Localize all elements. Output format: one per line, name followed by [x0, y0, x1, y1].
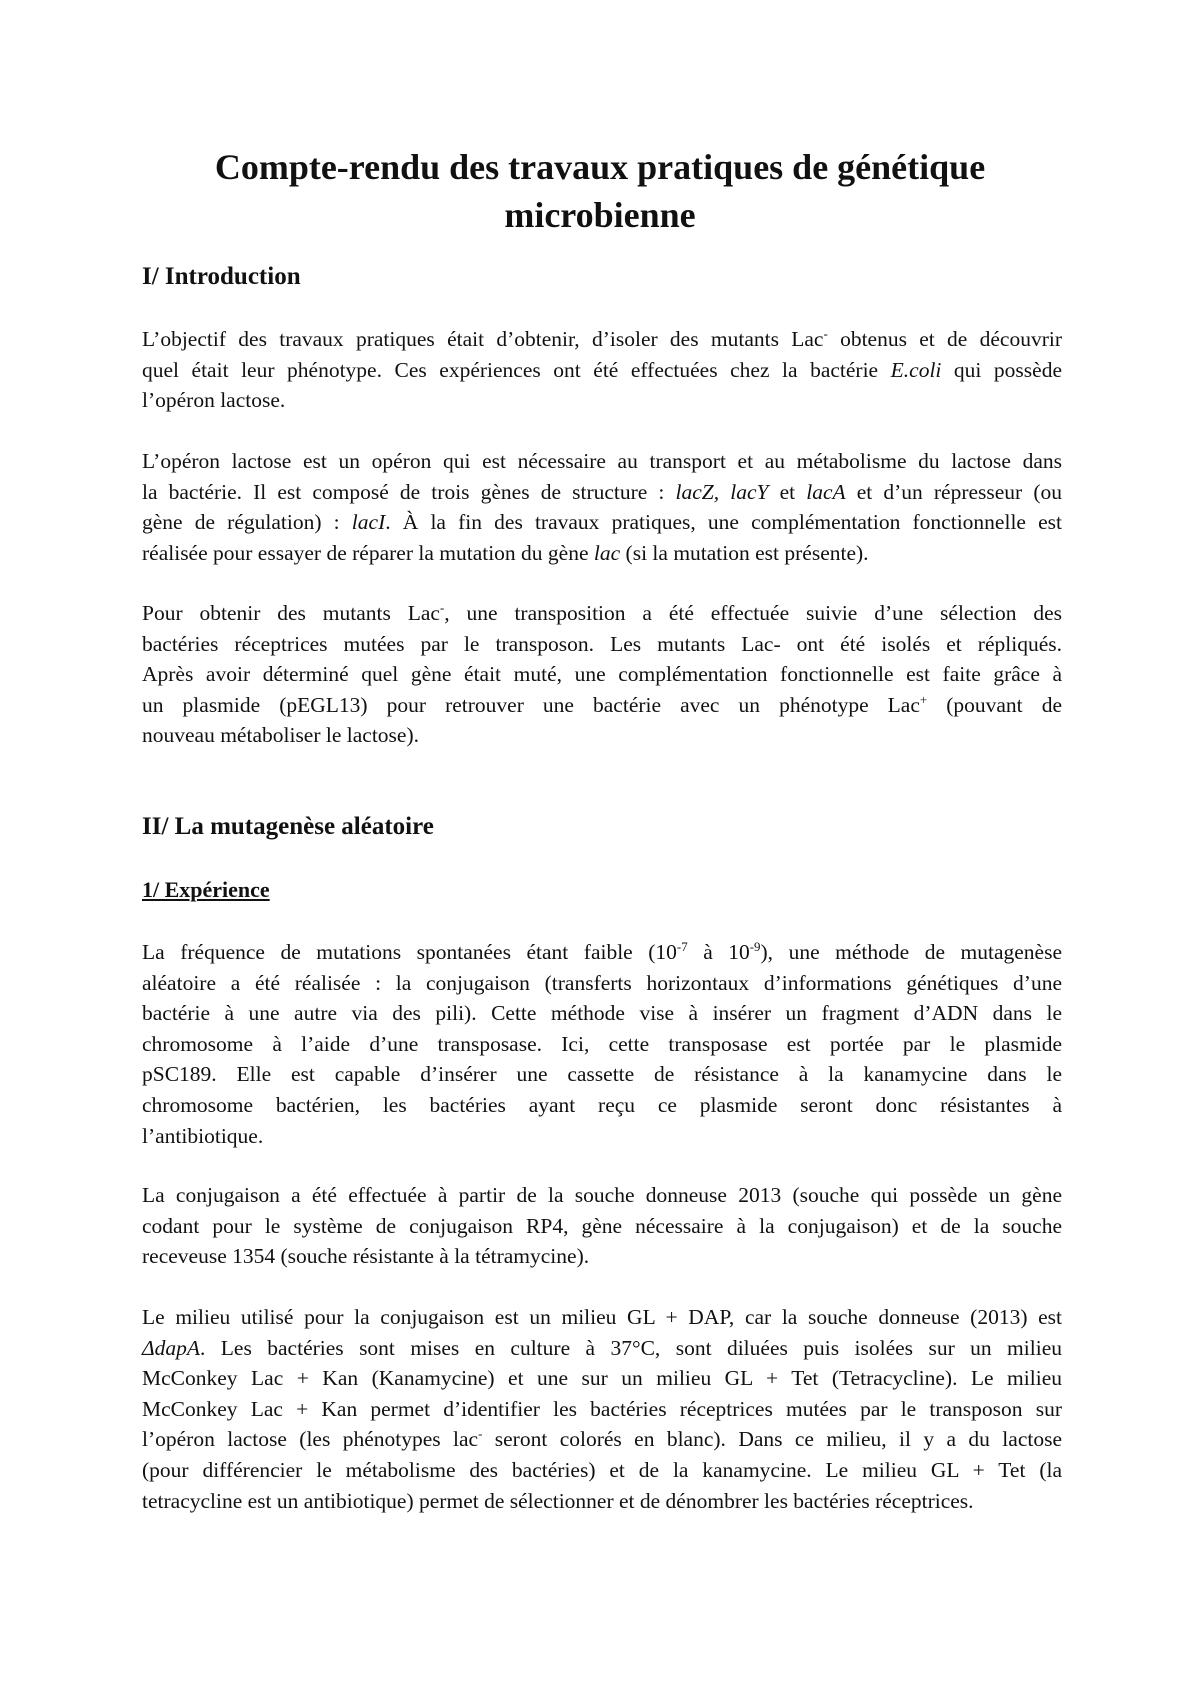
intro-paragraph-2: L’opéron lactose est un opéron qui est nécessaire au transport et au métabolisme du lactose dans la bactérie. Il est composé de trois gènes de structure : lacZ, lacY et lacA et d’un répresseur (ou gène de régulation) : lacI. À la fin des travaux pratiques, une complémentation fonctionnelle est réalisée pour essayer de réparer la mutation du gène lac (si la mutation est présente). [142, 449, 1062, 565]
mutagenese-paragraph-2: La conjugaison a été effectuée à partir de la souche donneuse 2013 (souche qui possède un gène codant pour le système de conjugaison RP4, gène nécessaire à la conjugaison) et de la souche receveuse 1354 (souche résistante à la tétramycine). [142, 1183, 1062, 1269]
subheading-experience: 1/ Expérience [142, 877, 270, 902]
title-line-2: microbienne [504, 195, 696, 235]
title-line-1: Compte-rendu des travaux pratiques de génétique [214, 147, 986, 187]
mutagenese-paragraph-3: Le milieu utilisé pour la conjugaison est un milieu GL + DAP, car la souche donneuse (2013) est ΔdapA. Les bactéries sont mises en culture à 37°C, sont diluées puis isolées sur un milieu McConkey Lac + Kan (Kanamycine) et une sur un milieu GL + Tet (Tetracycline). Le milieu McConkey Lac + Kan permet d’identifier les bactéries réceptrices mutées par le transposon sur l’opéron lactose (les phénotypes lac- seront colorés en blanc). Dans ce milieu, il y a du lactose (pour différencier le métabolisme des bactéries) et de la kanamycine. Le milieu GL + Tet (la tetracycline est un antibiotique) permet de sélectionner et de dénombrer les bactéries réceptrices. [142, 1305, 1063, 1513]
heading-introduction: I/ Introduction [142, 263, 301, 290]
heading-mutagenese: II/ La mutagenèse aléatoire [142, 813, 434, 840]
document-title [140, 143, 1060, 239]
intro-paragraph-3: Pour obtenir des mutants Lac-, une transposition a été effectuée suivie d’une sélection des bactéries réceptrices mutées par le transposon. Les mutants Lac- ont été isolés et répliqués. Après avoir déterminé quel gène était muté, une complémentation fonctionnelle est faite grâce à un plasmide (pEGL13) pour retrouver une bactérie avec un phénotype Lac+ (pouvant de nouveau métaboliser le lactose). [142, 600, 1062, 748]
mutagenese-paragraph-1: La fréquence de mutations spontanées étant faible ($10^{-7}$ à $10^{-9}$), une méthode de mutagenèse aléatoire a été réalisée : la conjugaison (transferts horizontaux d’informations génétiques d’une bactérie à une autre via des pili). Cette méthode vise à insérer un fragment d’ADN dans le chromosome à l’aide d’une transposase. Ici, cette transposase est portée par le plasmide pSC189. Elle est capable d’insérer une cassette de résistance à la kanamycine dans le chromosome bactérien, les bactéries ayant reçu ce plasmide seront donc résistantes à l’antibiotique. [142, 939, 1063, 1148]
intro-paragraph-1: L’objectif des travaux pratiques était d’obtenir, d’isoler des mutants Lac- obtenus et de découvrir quel était leur phénotype. Ces expériences ont été effectuées chez la bactérie E.coli qui possède l’opéron lactose. [142, 326, 1063, 413]
